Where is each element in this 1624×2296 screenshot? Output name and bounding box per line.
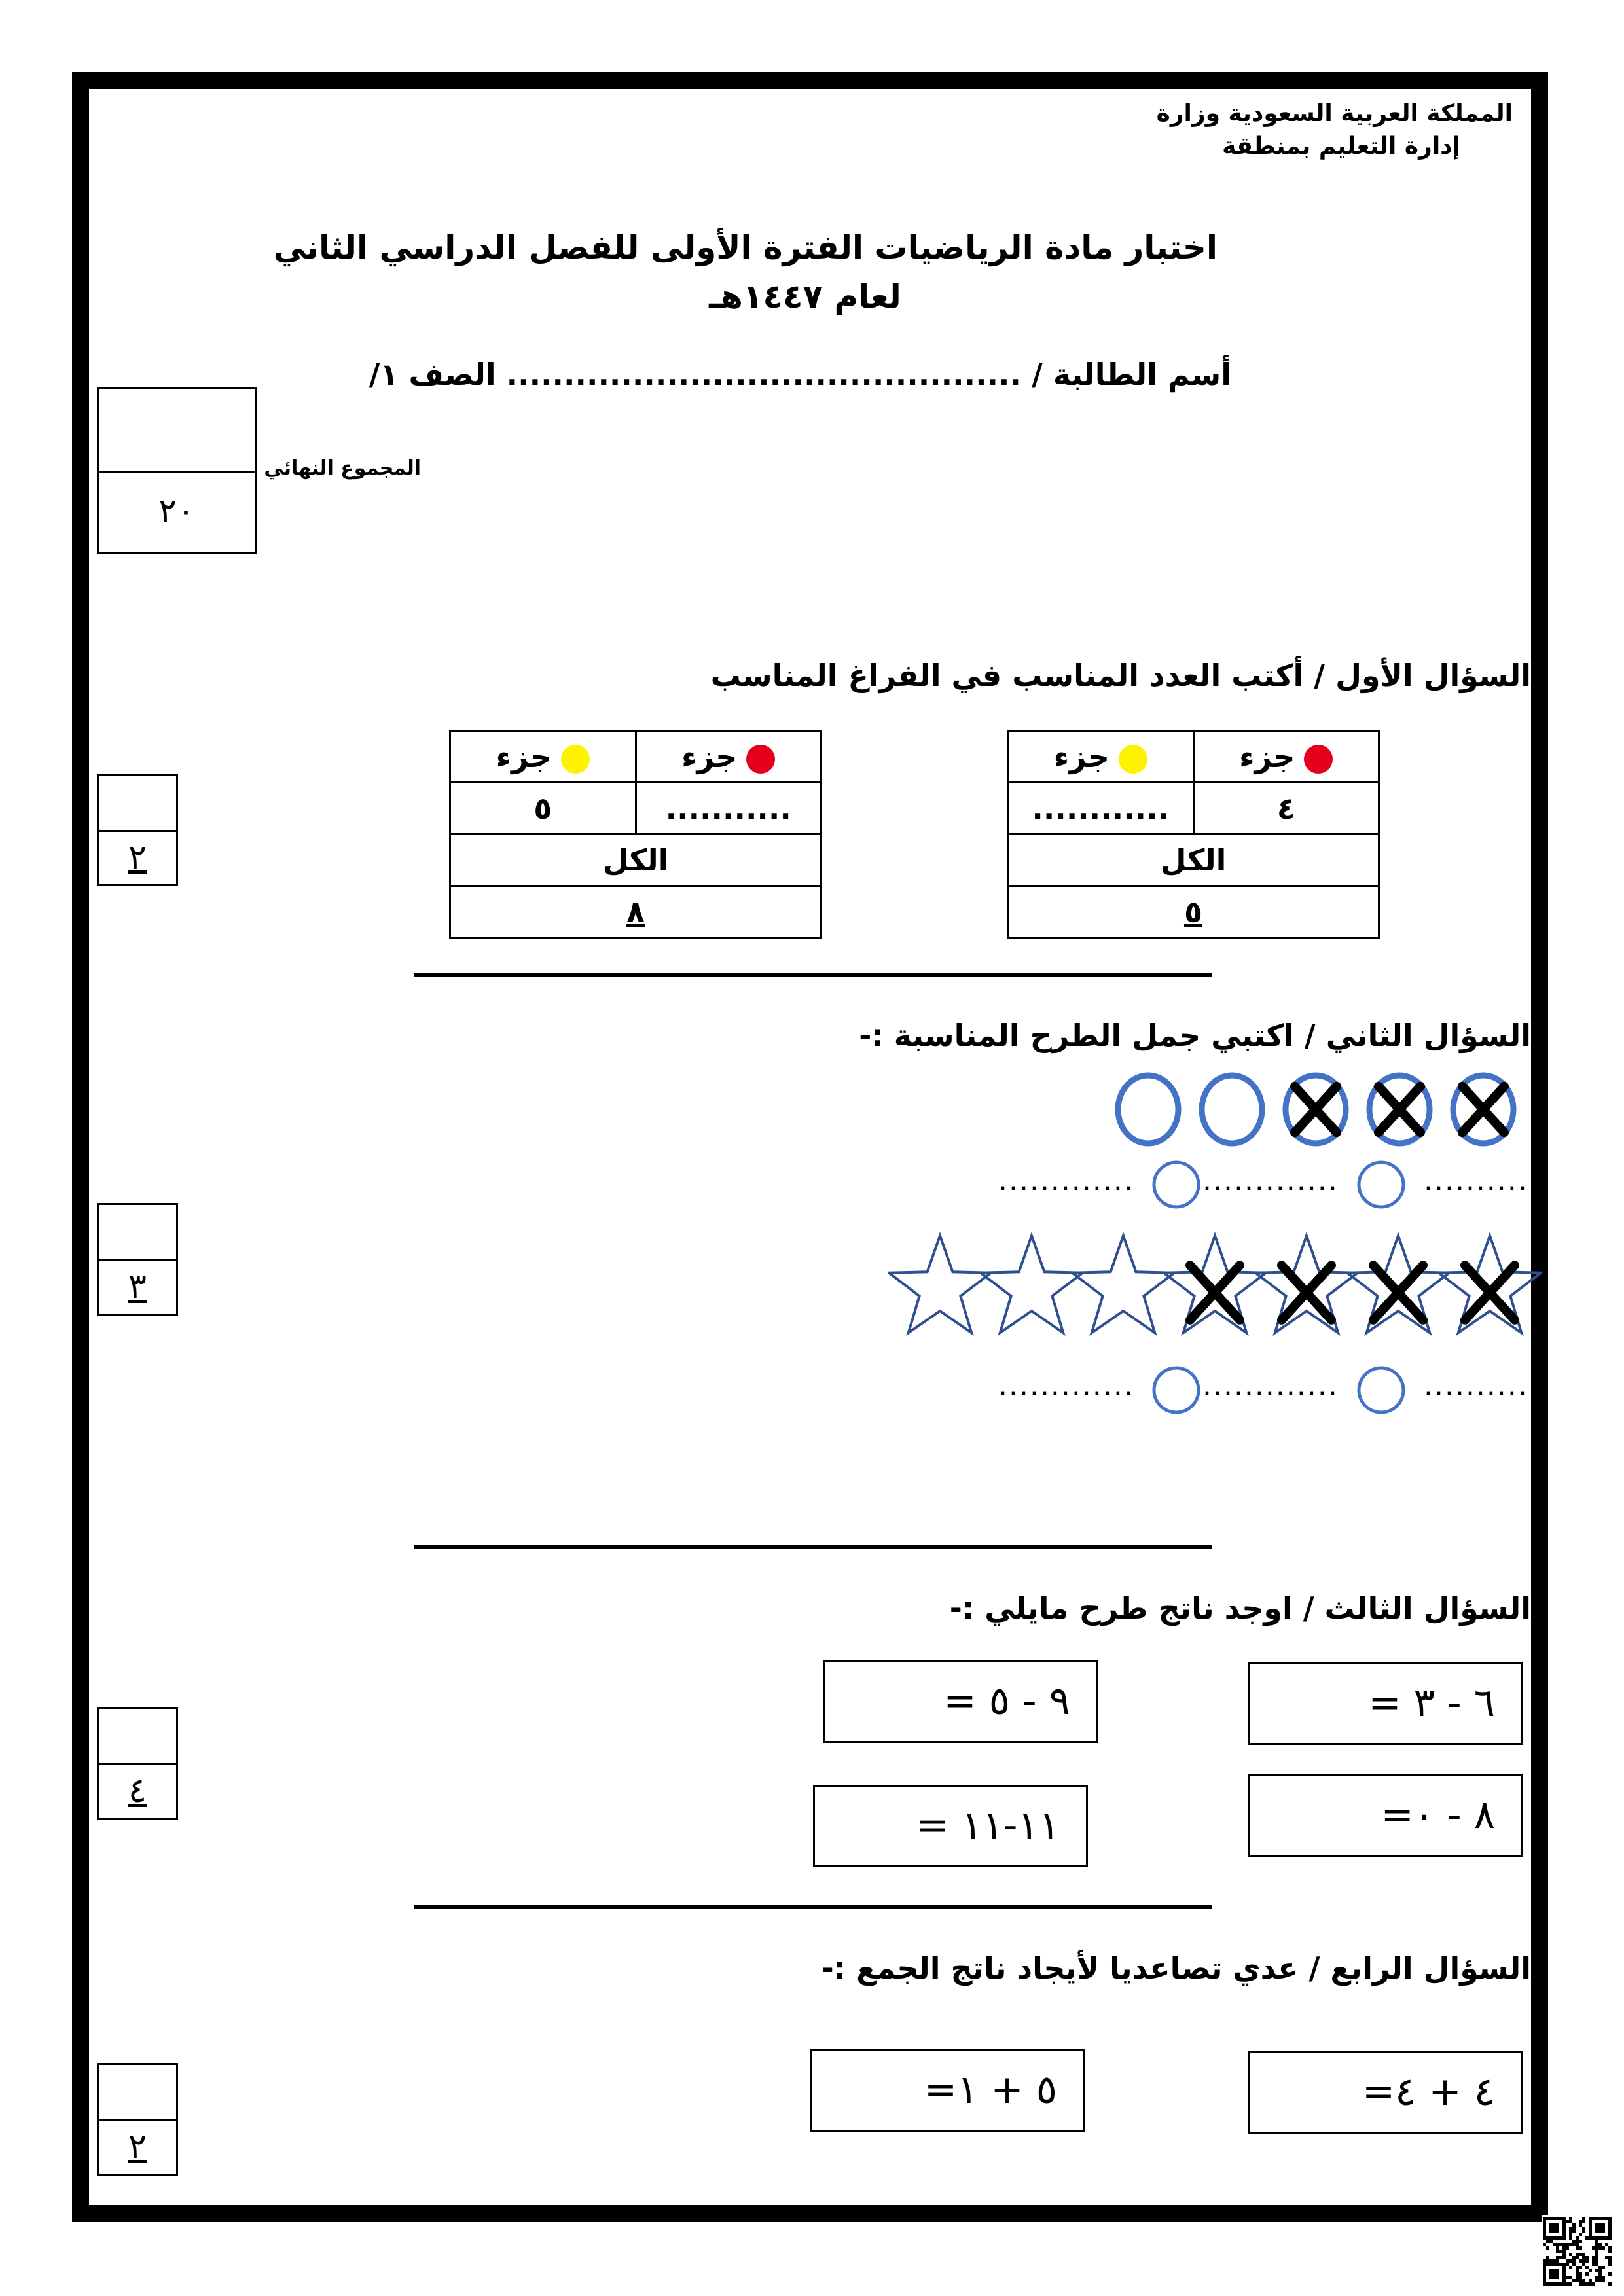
whole-header: الكل [1008, 834, 1379, 886]
star-icon [1347, 1236, 1449, 1333]
minus-circle-icon [1150, 1364, 1202, 1416]
yellow-part-value: ٥ [450, 783, 636, 834]
answer-blank[interactable]: ............. [998, 1164, 1134, 1197]
circle-icon [1202, 1075, 1262, 1143]
subtraction-problem[interactable]: ٨ - ٠= [1248, 1774, 1523, 1857]
part-whole-table-1 [1007, 730, 1380, 939]
question-3-mark-box [97, 1707, 178, 1820]
stars-drawing [888, 1227, 1542, 1345]
subtraction-problem[interactable]: ١١-١١ = [813, 1785, 1088, 1867]
star-icon [889, 1236, 991, 1333]
qr-code-icon [1542, 2215, 1614, 2287]
star-icon [1255, 1236, 1358, 1333]
red-part-header: جزء [636, 731, 821, 783]
question-1-mark: ٢ [128, 838, 147, 877]
red-part-value: ٤ [1193, 783, 1379, 834]
total-score-value: ٢٠ [158, 492, 195, 531]
whole-value: ٥ [1008, 886, 1379, 938]
star-icon [1439, 1236, 1541, 1333]
star-icon [1072, 1236, 1174, 1333]
section-divider [414, 1905, 1212, 1909]
subtraction-problem[interactable]: ٦ - ٣ = [1248, 1662, 1523, 1745]
red-part-header: جزء [1193, 731, 1379, 783]
whole-header: الكل [450, 834, 821, 886]
answer-blank[interactable]: .......... [1424, 1164, 1528, 1197]
cross-mark-icon [1462, 1086, 1504, 1132]
exam-title: اختبار مادة الرياضيات الفترة الأولى للفصل الدراسي الثاني [273, 228, 1218, 266]
yellow-part-header: جزء [450, 731, 636, 783]
question-2-mark-box [97, 1203, 178, 1316]
question-4-text: السؤال الرابع / عدي تصاعديا لأيجاد ناتج الجمع :- [821, 1950, 1531, 1986]
red-dot-icon [1304, 745, 1333, 774]
yellow-dot-icon [561, 745, 590, 774]
minus-circle-icon [1150, 1158, 1202, 1211]
star-icon [1164, 1236, 1266, 1333]
cross-mark-icon [1379, 1086, 1420, 1132]
answer-blank[interactable]: ............. [1202, 1164, 1339, 1197]
equals-circle-icon [1355, 1364, 1407, 1416]
question-2-mark: ٣ [128, 1267, 147, 1306]
question-4-mark: ٢ [128, 2127, 147, 2166]
question-2-text: السؤال الثاني / اكتبي جمل الطرح المناسبة :- [859, 1018, 1531, 1053]
answer-blank[interactable]: ............. [1202, 1369, 1339, 1403]
addition-problem[interactable]: ٤ + ٤= [1248, 2051, 1523, 2134]
yellow-part-header: جزء [1008, 731, 1194, 783]
equals-circle-icon [1355, 1158, 1407, 1211]
whole-value: ٨ [450, 886, 821, 938]
question-3-text: السؤال الثالث / اوجد ناتج طرح مايلي :- [949, 1590, 1531, 1626]
part-whole-table-2 [449, 730, 822, 939]
yellow-dot-icon [1119, 745, 1147, 774]
addition-problem[interactable]: ٥ + ١= [810, 2049, 1085, 2132]
section-divider [414, 1545, 1212, 1549]
section-divider [414, 973, 1212, 977]
red-part-blank[interactable]: ........... [636, 783, 821, 834]
circle-icon [1118, 1075, 1178, 1143]
cross-mark-icon [1295, 1086, 1337, 1132]
question-1-mark-box [97, 774, 178, 886]
question-4-mark-box [97, 2063, 178, 2176]
answer-blank[interactable]: .......... [1424, 1369, 1528, 1403]
header-ministry: المملكة العربية السعودية وزارة [1156, 100, 1513, 127]
question-3-mark: ٤ [128, 1771, 147, 1810]
exam-year: لعام ١٤٤٧هـ [709, 278, 901, 315]
star-icon [981, 1236, 1083, 1333]
question-1-text: السؤال الأول / أكتب العدد المناسب في الفراغ المناسب [710, 658, 1531, 693]
header-directorate: إدارة التعليم بمنطقة [1222, 133, 1460, 160]
total-score-label: المجموع النهائي [264, 457, 421, 480]
total-score-box [97, 387, 257, 554]
student-name-line[interactable]: أسم الطالبة / ............................................. الصف ١/ [369, 357, 1231, 392]
subtraction-problem[interactable]: ٩ - ٥ = [823, 1660, 1098, 1743]
answer-blank[interactable]: ............. [998, 1369, 1134, 1403]
circles-drawing [1113, 1067, 1532, 1152]
red-dot-icon [746, 745, 775, 774]
yellow-part-blank[interactable]: ............ [1008, 783, 1194, 834]
